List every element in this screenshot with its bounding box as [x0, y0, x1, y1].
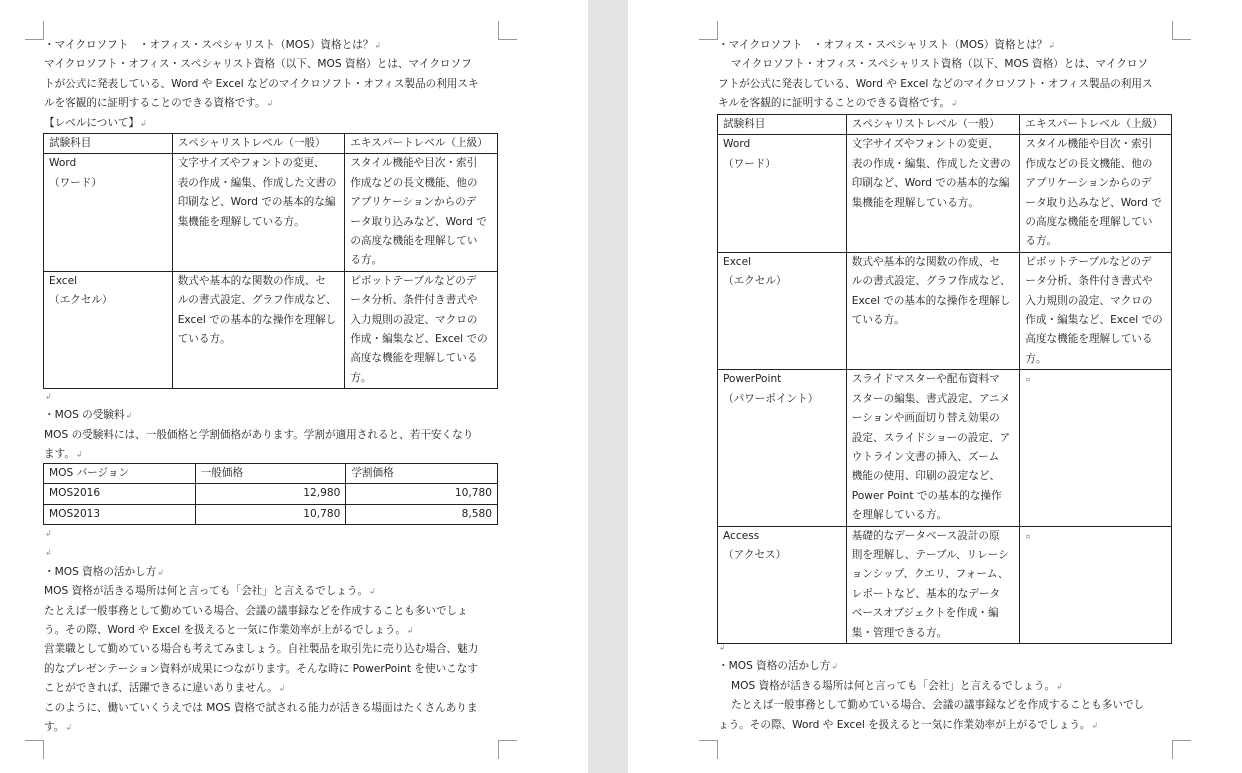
level-heading: 【レベルについて】↲	[44, 116, 147, 129]
table-cell: PowerPoint （パワーポイント）	[718, 370, 847, 526]
table-row	[44, 134, 498, 154]
level-table[interactable]	[43, 133, 498, 389]
table-cell: ¤	[1020, 526, 1172, 643]
table-row	[718, 115, 1172, 135]
use-line: このように、働いていくうえでは MOS 資格で試される能力が活きる場面はたくさんありま	[44, 701, 478, 714]
crop-mark-top-left	[25, 21, 44, 40]
intro-line: マイクロソフト・オフィス・スペシャリスト資格（以下、MOS 資格）とは、マイクロソフ	[44, 58, 472, 71]
empty-paragraph: ↲	[45, 529, 52, 538]
use-heading: ・MOS 資格の活かし方↲	[718, 660, 839, 673]
table-header-cell: 学割価格	[346, 464, 498, 484]
table-cell: 12,980	[195, 484, 346, 504]
document-page-left	[0, 0, 588, 773]
page-left-fee-section[interactable]	[44, 387, 504, 465]
table-cell: 文字サイズやフォントの変更、 表の作成・編集、作成した文書の 印刷など、Word での基本的な編 集機能を理解している方。	[172, 154, 345, 271]
use-line: ょう。その際、Word や Excel を扱えると一気に作業効率が上がるでしょう。↲	[718, 718, 1099, 731]
crop-mark-top-left	[699, 21, 718, 40]
intro-line: ルを客観的に証明することのできる資格です。↲	[44, 97, 274, 110]
table-header-cell: 一般価格	[195, 464, 346, 484]
table-cell: MOS2013	[44, 504, 196, 524]
use-line: たとえば一般事務として勤めている場合、会議の議事録などを作成することも多いでし	[731, 699, 1145, 712]
table-cell: スタイル機能や目次・索引 作成などの長文機能、他の アプリケーションからのデ ータ取り込みなど、Word で の高度な機能を理解してい る方。	[1020, 135, 1172, 252]
use-line: う。その際、Word や Excel を扱えると一気に作業効率が上がるでしょう。↲	[44, 624, 414, 637]
table-cell: Access （アクセス）	[718, 526, 847, 643]
empty-paragraph: ↲	[45, 392, 52, 401]
table-cell: Excel （エクセル）	[44, 271, 173, 388]
table-cell: ピボットテーブルなどのデ ータ分析、条件付き書式や 入力規則の設定、マクロの 作成・編集など、Excel での 高度な機能を理解している 方。	[345, 271, 498, 388]
table-cell: Word （ワード）	[718, 135, 847, 252]
table-cell: ¤	[1020, 370, 1172, 526]
use-line: す。↲	[44, 721, 73, 734]
intro-line: キルを客観的に証明することのできる資格です。↲	[718, 97, 958, 110]
table-cell: Excel （エクセル）	[718, 252, 847, 369]
table-row	[44, 271, 498, 388]
intro-line: トが公式に発表している、Word や Excel などのマイクロソフト・オフィス製品の利用スキ	[44, 77, 479, 90]
use-line: たとえば一般事務として勤めている場合、会議の議事録などを作成することも多いでしょ	[44, 604, 468, 617]
fee-heading: ・MOS の受験料↲	[44, 409, 133, 422]
table-header-cell: スペシャリストレベル（一般）	[172, 134, 345, 154]
crop-mark-bottom-left	[25, 740, 44, 759]
table-cell: 8,580	[346, 504, 498, 524]
page-gap	[588, 0, 628, 773]
intro-line: マイクロソフト・オフィス・スペシャリスト資格（以下、MOS 資格）とは、マイクロソ	[731, 58, 1149, 71]
use-line: MOS 資格が活きる場所は何と言っても「会社」と言えるでしょう。↲	[44, 585, 376, 598]
crop-mark-bottom-right	[498, 740, 517, 759]
table-cell: Word （ワード）	[44, 154, 173, 271]
table-row	[718, 526, 1172, 643]
table-row	[718, 135, 1172, 252]
level-table[interactable]	[717, 114, 1172, 644]
table-row	[44, 464, 498, 484]
use-heading: ・MOS 資格の活かし方↲	[44, 565, 165, 578]
table-row	[44, 484, 498, 504]
table-cell: 10,780	[346, 484, 498, 504]
document-page-right	[628, 0, 1242, 773]
use-line: ことができれば、活躍できるに違いありません。↲	[44, 682, 286, 695]
page-left-use-section[interactable]	[44, 524, 504, 737]
table-cell: 基礎的なデータベース設計の原 則を理解し、テーブル、リレーシ ョンシップ、クエリ、フォーム、 レポートなど、基本的なデータ ベースオブジェクトを作成・編 集・管理できる方。	[846, 526, 1020, 643]
table-cell: 10,780	[195, 504, 346, 524]
fee-line: ます。↲	[44, 448, 83, 461]
table-cell: スタイル機能や目次・索引 作成などの長文機能、他の アプリケーションからのデ ータ取り込みなど、Word で の高度な機能を理解してい る方。	[345, 154, 498, 271]
table-cell: スライドマスターや配布資料マ スターの編集、書式設定、アニメ ーションや画面切り替え効果の 設定、スライドショーの設定、ア ウトライン文書の挿入、ズーム 機能の使用、印刷の設定など、 Power Point での基本的な操作 を理解している方。	[846, 370, 1020, 526]
use-line: 営業職として勤めている場合も考えてみましょう。自社製品を取引先に売り込む場合、魅力	[44, 643, 479, 656]
table-row	[44, 154, 498, 271]
table-cell: MOS2016	[44, 484, 196, 504]
table-row	[718, 370, 1172, 526]
intro-line: フトが公式に発表している、Word や Excel などのマイクロソフト・オフィス製品の利用ス	[718, 77, 1153, 90]
fee-table[interactable]	[43, 463, 498, 525]
intro-heading: ・マイクロソフト ・オフィス・スペシャリスト（MOS）資格とは？↲	[718, 39, 1056, 51]
table-header-cell: 試験科目	[718, 115, 847, 135]
table-cell: 文字サイズやフォントの変更、 表の作成・編集、作成した文書の 印刷など、Word での基本的な編 集機能を理解している方。	[846, 135, 1020, 252]
empty-paragraph: ↲	[719, 643, 726, 652]
crop-mark-bottom-left	[699, 740, 718, 759]
page-right-body[interactable]	[718, 36, 1178, 114]
table-cell: 数式や基本的な関数の作成、セ ルの書式設定、グラフ作成など、 Excel での基本的な操作を理解し ている方。	[172, 271, 345, 388]
table-row	[44, 504, 498, 524]
use-line: MOS 資格が活きる場所は何と言っても「会社」と言えるでしょう。↲	[731, 679, 1063, 692]
fee-line: MOS の受験料には、一般価格と学割価格があります。学割が適用されると、若干安くなり	[44, 428, 474, 441]
table-header-cell: 試験科目	[44, 134, 173, 154]
page-right-use-section[interactable]	[718, 638, 1178, 735]
table-row	[718, 252, 1172, 369]
intro-heading: ・マイクロソフト ・オフィス・スペシャリスト（MOS）資格とは？↲	[44, 39, 382, 51]
empty-paragraph: ↲	[45, 548, 52, 558]
table-cell: ピボットテーブルなどのデ ータ分析、条件付き書式や 入力規則の設定、マクロの 作成・編集など、Excel での 高度な機能を理解している 方。	[1020, 252, 1172, 369]
table-cell: 数式や基本的な関数の作成、セ ルの書式設定、グラフ作成など、 Excel での基本的な操作を理解し ている方。	[846, 252, 1020, 369]
table-header-cell: エキスパートレベル（上級）	[1020, 115, 1172, 135]
table-header-cell: エキスパートレベル（上級）	[345, 134, 498, 154]
table-header-cell: スペシャリストレベル（一般）	[846, 115, 1020, 135]
table-header-cell: MOS バージョン	[44, 464, 196, 484]
crop-mark-bottom-right	[1172, 740, 1191, 759]
page-left-body[interactable]	[44, 36, 504, 133]
use-line: 的なプレゼンテーション資料が成果につながります。そんな時に PowerPoint を使いこなす	[44, 662, 478, 675]
